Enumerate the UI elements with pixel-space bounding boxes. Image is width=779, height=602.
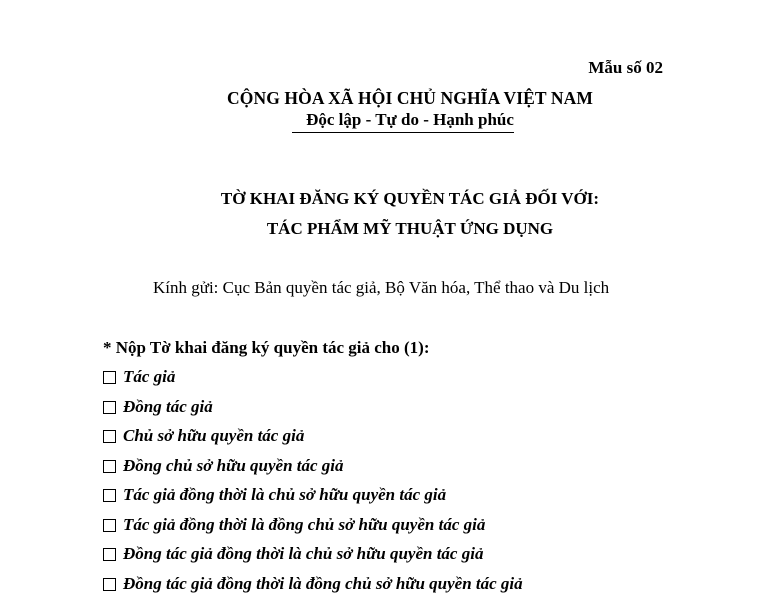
checkbox[interactable] xyxy=(103,430,116,443)
option-co-owner[interactable] xyxy=(103,455,523,485)
option-co-author-and-owner[interactable] xyxy=(103,543,523,573)
national-motto: Độc lập - Tự do - Hạnh phúc xyxy=(0,110,779,130)
option-label: Tác giả đồng thời là đồng chủ sở hữu quyền tác giả xyxy=(123,514,485,536)
option-label: Đồng tác giả đồng thời là chủ sở hữu quyền tác giả xyxy=(123,543,483,565)
option-co-author[interactable] xyxy=(103,396,523,426)
option-author-and-owner[interactable] xyxy=(103,484,523,514)
recipient-line: Kính gửi: Cục Bản quyền tác giả, Bộ Văn hóa, Thể thao và Du lịch xyxy=(153,278,609,298)
form-number: Mẫu số 02 xyxy=(588,58,663,78)
option-label: Đồng tác giả đồng thời là đồng chủ sở hữu quyền tác giả xyxy=(123,573,523,595)
option-label: Tác giả đồng thời là chủ sở hữu quyền tác giả xyxy=(123,484,446,506)
document-title-line-2: TÁC PHẨM MỸ THUẬT ỨNG DỤNG xyxy=(0,219,779,239)
option-label: Tác giả xyxy=(123,366,175,388)
option-author[interactable] xyxy=(103,366,523,396)
checkbox[interactable] xyxy=(103,489,116,502)
checkbox[interactable] xyxy=(103,548,116,561)
applicant-type-options xyxy=(103,366,523,602)
option-label: Đồng chủ sở hữu quyền tác giả xyxy=(123,455,344,477)
checkbox[interactable] xyxy=(103,460,116,473)
option-copyright-owner[interactable] xyxy=(103,425,523,455)
applicant-type-heading: * Nộp Tờ khai đăng ký quyền tác giả cho (1): xyxy=(103,338,430,358)
option-co-author-and-co-owner[interactable] xyxy=(103,573,523,602)
checkbox[interactable] xyxy=(103,519,116,532)
checkbox[interactable] xyxy=(103,401,116,414)
option-label: Chủ sở hữu quyền tác giả xyxy=(123,425,304,447)
option-author-and-co-owner[interactable] xyxy=(103,514,523,544)
checkbox[interactable] xyxy=(103,371,116,384)
motto-underline xyxy=(292,132,514,133)
republic-heading: CỘNG HÒA XÃ HỘI CHỦ NGHĨA VIỆT NAM xyxy=(0,88,779,109)
document-title-line-1: TỜ KHAI ĐĂNG KÝ QUYỀN TÁC GIẢ ĐỐI VỚI: xyxy=(0,189,779,209)
option-label: Đồng tác giả xyxy=(123,396,213,418)
checkbox[interactable] xyxy=(103,578,116,591)
